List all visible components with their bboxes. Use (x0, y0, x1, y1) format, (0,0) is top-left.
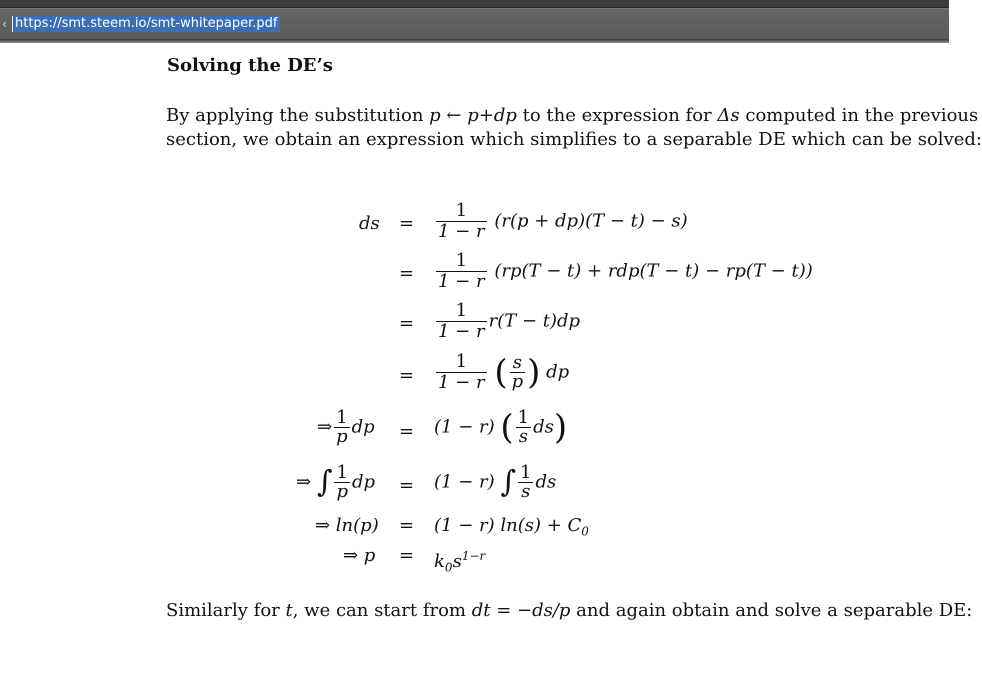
url-input[interactable]: https://smt.steem.io/smt-whitepaper.pdf (12, 16, 280, 32)
tab-edge-icon: ‹ (2, 17, 7, 31)
text-run: and again obtain and solve a separable DE: (570, 600, 973, 621)
eq-rhs (434, 464, 556, 501)
subscript: 0 (581, 524, 589, 539)
expression: (r(p + dp)(T − t) − s) (494, 210, 688, 232)
eq-lhs: ds (359, 213, 380, 234)
eq-sign: = (399, 263, 415, 284)
numerator: 1 (455, 300, 468, 321)
paragraph-line: section, we obtain an expression which simplifies to a separable DE which can be solved: (166, 129, 982, 150)
eq-sign: = (399, 421, 415, 442)
math-inline: p ← p+dp (429, 105, 517, 126)
fraction (334, 464, 350, 501)
eq-sign: = (399, 213, 415, 234)
paragraph-line (166, 599, 973, 623)
subscript: 0 (444, 560, 453, 575)
expression: (1 − r) (434, 471, 495, 493)
eq-sign: = (399, 475, 415, 496)
fraction (518, 464, 533, 501)
numerator: 1 (455, 200, 468, 221)
eq-sign: = (399, 313, 415, 334)
expression: ds (533, 416, 554, 438)
eq-lhs: ⇒ p (343, 545, 376, 566)
expression: dp (546, 361, 570, 383)
eq-lhs: ⇒ ln(p) (315, 515, 379, 536)
numerator: 1 (336, 462, 348, 483)
browser-toolbar (0, 0, 949, 8)
expression: dp (352, 471, 376, 493)
paren-open: ( (494, 352, 508, 393)
denominator: s (518, 482, 533, 501)
integral-icon: ∫ (316, 464, 333, 500)
math-inline: Δs (717, 105, 740, 126)
eq-rhs (434, 545, 485, 579)
fraction (334, 409, 350, 446)
expression: (1 − r) (434, 416, 495, 438)
eq-rhs (434, 352, 569, 393)
paren-close: ) (553, 407, 568, 448)
paragraph-line (166, 104, 979, 128)
paren-open: ( (500, 407, 514, 448)
denominator: 1 − r (438, 372, 485, 393)
eq-rhs (434, 301, 580, 342)
denominator: p (336, 481, 348, 502)
address-bar[interactable] (0, 8, 949, 40)
fraction (510, 354, 526, 391)
expression: (rp(T − t) + rdp(T − t) − rp(T − t)) (494, 260, 813, 282)
fraction (436, 301, 487, 342)
numerator: 1 (455, 351, 468, 372)
expression: (1 − r) ln(s) + C (434, 515, 582, 536)
toolbar-shadow (0, 39, 949, 43)
expression: ds (535, 471, 557, 493)
expression: r(T − t)dp (488, 310, 581, 332)
fraction (436, 352, 487, 393)
math-inline: dt = −ds/p (471, 600, 571, 621)
implies-icon: ⇒ (317, 416, 333, 438)
expression: dp (351, 416, 375, 438)
denominator: p (511, 371, 524, 392)
text-run: , we can start from (292, 600, 472, 621)
denominator: s (516, 427, 531, 446)
eq-sign: = (399, 365, 415, 386)
fraction (436, 201, 487, 242)
numerator: s (512, 352, 522, 373)
text-run: By applying the substitution (166, 105, 430, 126)
superscript: 1−r (461, 549, 486, 563)
fraction (436, 251, 487, 292)
text-run: Similarly for (166, 600, 286, 621)
numerator: 1 (455, 250, 468, 271)
paren-close: ) (527, 352, 541, 393)
text-run: computed in the previous (739, 105, 979, 126)
section-heading: Solving the DE’s (167, 55, 333, 76)
eq-rhs (434, 409, 567, 446)
eq-rhs (434, 201, 688, 242)
denominator: 1 − r (438, 221, 485, 242)
eq-rhs (434, 515, 589, 543)
eq-lhs (317, 409, 375, 446)
integral-icon: ∫ (500, 464, 517, 500)
numerator: 1 (520, 462, 532, 483)
numerator: 1 (336, 407, 348, 428)
expression: k (434, 551, 445, 572)
numerator: 1 (517, 407, 530, 428)
text-run: to the expression for (516, 105, 718, 126)
eq-sign: = (399, 545, 415, 566)
denominator: p (336, 426, 348, 447)
expression: s (452, 551, 462, 572)
denominator: 1 − r (438, 271, 485, 292)
denominator: 1 − r (438, 321, 485, 342)
eq-lhs (296, 464, 375, 501)
implies-icon: ⇒ (296, 471, 312, 493)
fraction (516, 409, 531, 446)
math-inline: t (285, 600, 293, 621)
eq-rhs (434, 251, 813, 292)
eq-sign: = (399, 515, 415, 536)
